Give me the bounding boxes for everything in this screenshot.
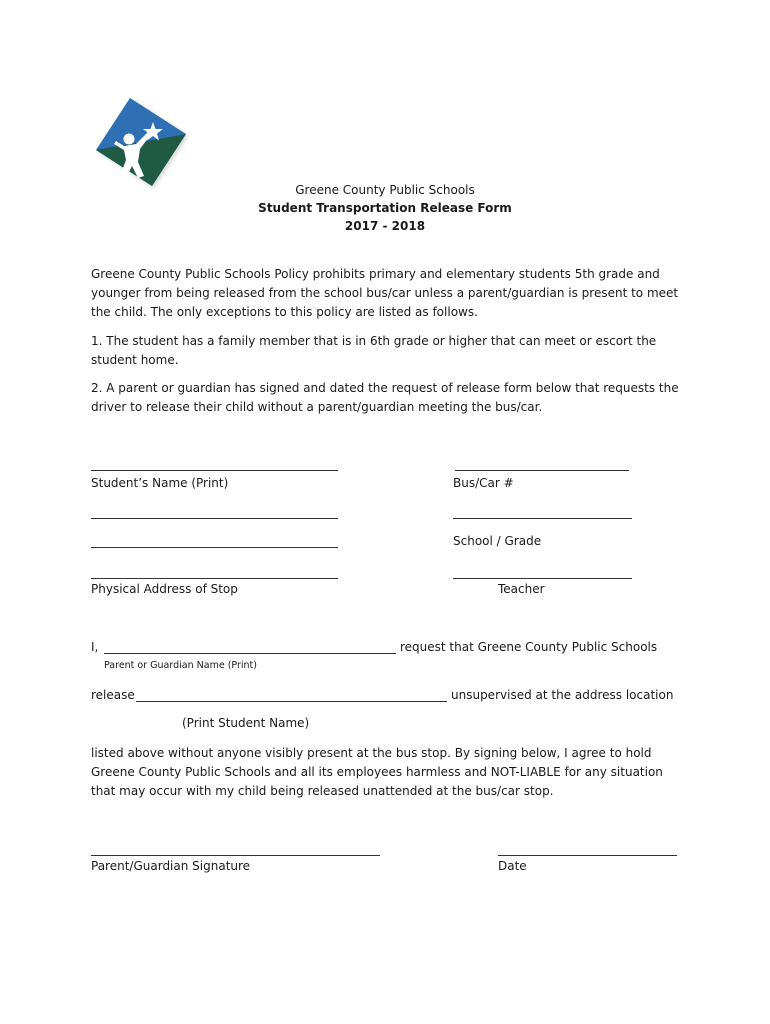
school-grade-label: School / Grade xyxy=(453,534,542,548)
policy-exception-2: 2. A parent or guardian has signed and dated the request of release form below that requests the driver to release their child without a parent/guardian meeting the bus/car. xyxy=(91,381,679,414)
address-line-2-field[interactable] xyxy=(91,578,338,579)
teacher-field[interactable] xyxy=(453,578,632,579)
student-name-caption: (Print Student Name) xyxy=(182,716,310,730)
request-suffix: request that Greene County Public Schools xyxy=(400,640,658,654)
release-suffix: unsupervised at the address location xyxy=(451,688,674,702)
student-release-name-field[interactable] xyxy=(136,701,447,702)
agreement-text: listed above without anyone visibly present at the bus stop. By signing below, I agree to hold Greene County Public Schools and all its employees harmless and NOT-LIABLE for any situation that may occur with my child being released unattended at the bus/car stop. xyxy=(91,746,663,798)
parent-name-caption: Parent or Guardian Name (Print) xyxy=(104,660,257,671)
student-name-field[interactable] xyxy=(91,470,338,471)
school-logo xyxy=(96,96,190,192)
request-prefix: I, xyxy=(91,640,99,654)
signature-label: Parent/Guardian Signature xyxy=(91,859,251,873)
signature-field[interactable] xyxy=(91,855,380,856)
policy-exception-1: 1. The student has a family member that is in 6th grade or higher that can meet or escort the student home. xyxy=(91,334,657,367)
school-grade-field[interactable] xyxy=(453,518,632,519)
date-field[interactable] xyxy=(498,855,677,856)
school-year: 2017 - 2018 xyxy=(344,219,426,233)
date-label: Date xyxy=(498,859,527,873)
release-prefix: release xyxy=(91,688,135,702)
policy-intro: Greene County Public Schools Policy prohibits primary and elementary students 5th grade and younger from being released from the school bus/car unless a parent/guardian is present to meet the child. The only exceptions to this policy are listed as follows. xyxy=(91,267,679,319)
bus-car-label: Bus/Car # xyxy=(453,476,514,490)
form-title: Student Transportation Release Form xyxy=(258,201,512,215)
address-line-1-field[interactable] xyxy=(91,547,338,548)
bus-car-field[interactable] xyxy=(455,470,629,471)
organization-name: Greene County Public Schools xyxy=(295,183,475,197)
student-name-extra-field[interactable] xyxy=(91,518,338,519)
student-name-label: Student’s Name (Print) xyxy=(91,476,229,490)
teacher-label: Teacher xyxy=(498,582,545,596)
address-label: Physical Address of Stop xyxy=(91,582,238,596)
parent-name-field[interactable] xyxy=(104,653,396,654)
